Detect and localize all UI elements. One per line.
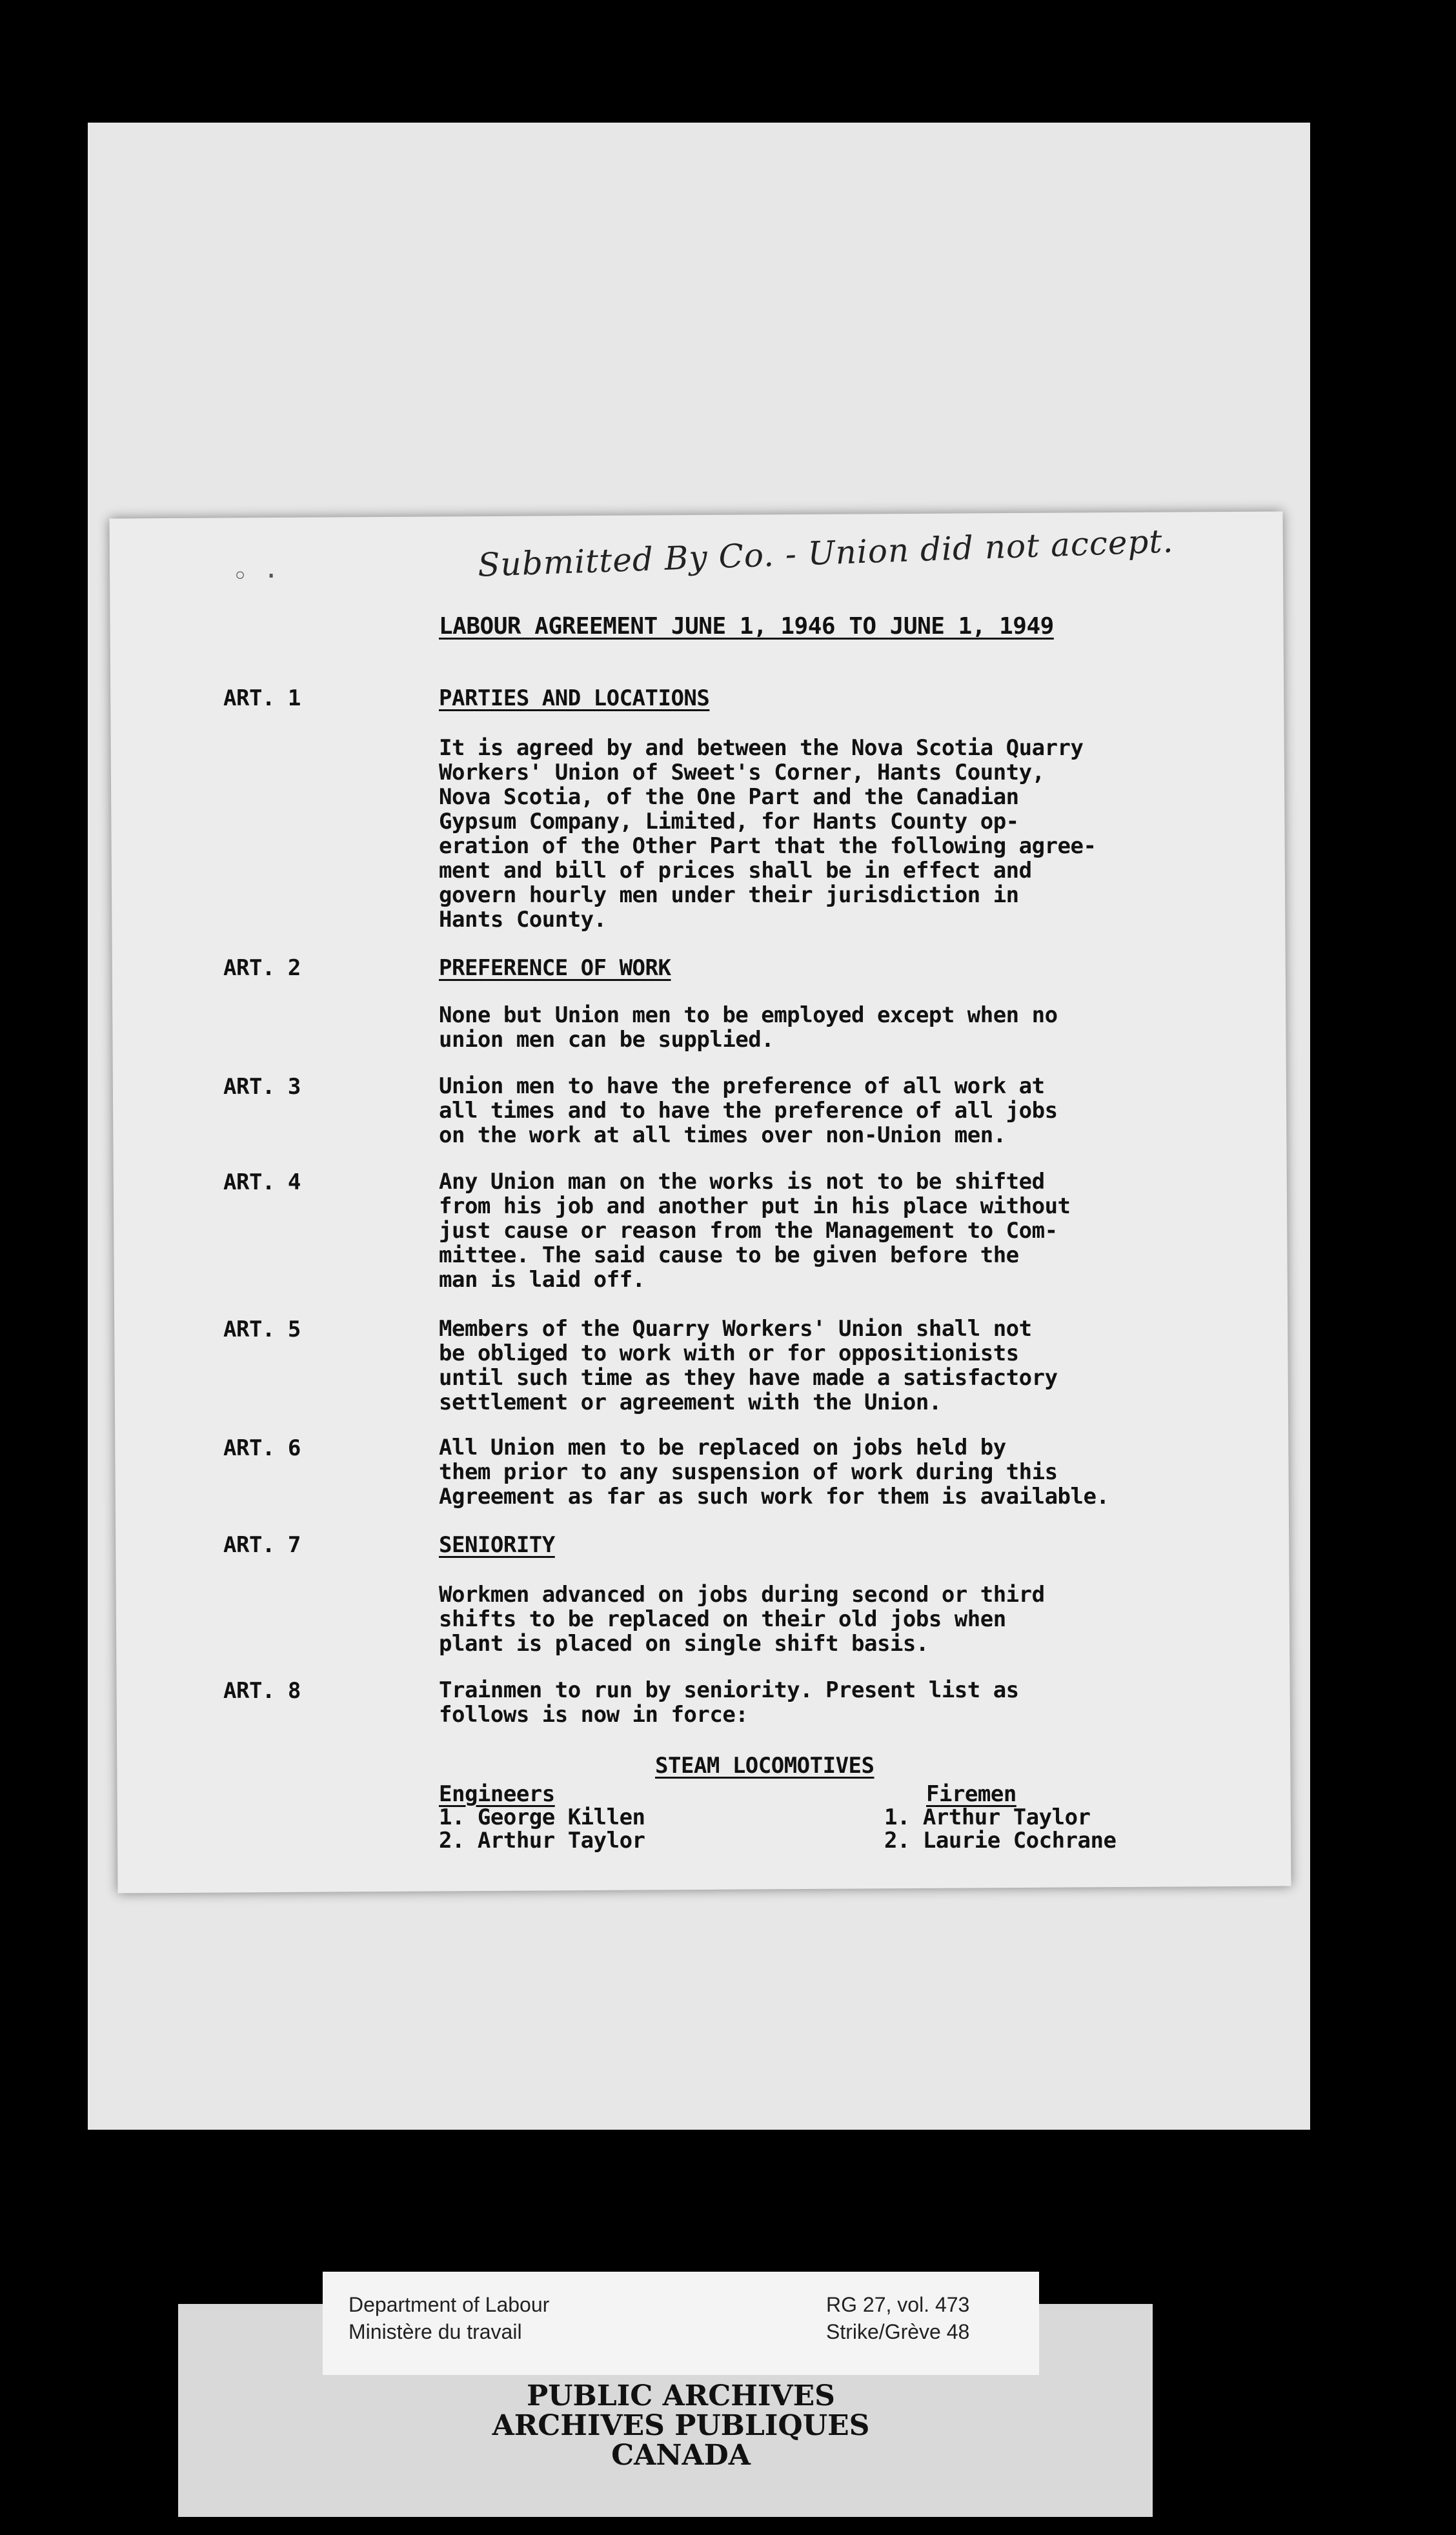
article-label: ART. 7 xyxy=(223,1532,301,1558)
list-item: 1. George Killen xyxy=(439,1804,645,1830)
article-heading: SENIORITY xyxy=(439,1532,555,1558)
archives-line-1: PUBLIC ARCHIVES xyxy=(527,2379,835,2412)
firemen-column xyxy=(884,1783,1116,1852)
department-en: Department of Labour xyxy=(349,2293,550,2316)
firemen-heading: Firemen xyxy=(926,1781,1016,1807)
engineers-column xyxy=(439,1783,645,1852)
department-block xyxy=(349,2291,549,2345)
article-text: Union men to have the preference of all work at all times and to have the preference of all jobs on the work at all times over non-Union men. xyxy=(439,1073,1058,1148)
record-group-ref: RG 27, vol. 473 xyxy=(826,2293,970,2316)
article-label: ART. 5 xyxy=(223,1317,301,1342)
article-text: None but Union men to be employed except when no union men can be supplied. xyxy=(439,1002,1058,1053)
article-label: ART. 2 xyxy=(223,955,301,981)
locomotives-title: STEAM LOCOMOTIVES xyxy=(655,1753,875,1779)
list-item: 2. Arthur Taylor xyxy=(439,1828,645,1853)
archives-line-3: CANADA xyxy=(611,2439,751,2472)
article-text: It is agreed by and between the Nova Scotia Quarry Workers' Union of Sweet's Corner, Hants County, Nova Scotia, of the One Part and the Canadian Gypsum Company, Limited, for Hants County op- eration of the Other Part that the following agree- ment and bill of prices shall be in effect and govern hourly men under their jurisdiction in Hants County. xyxy=(439,735,1097,933)
list-item: 1. Arthur Taylor xyxy=(884,1804,1091,1830)
reference-block xyxy=(826,2291,969,2345)
corner-mark: ◦ · xyxy=(232,561,279,591)
strike-ref: Strike/Grève 48 xyxy=(826,2320,970,2343)
article-label: ART. 8 xyxy=(223,1678,301,1704)
archives-line-2: ARCHIVES PUBLIQUES xyxy=(492,2409,870,2442)
article-text: All Union men to be replaced on jobs held by them prior to any suspension of work during this Agreement as far as such work for them is available. xyxy=(439,1435,1109,1510)
article-text: Workmen advanced on jobs during second or third shifts to be replaced on their old jobs when plant is placed on single shift basis. xyxy=(439,1582,1045,1657)
article-label: ART. 4 xyxy=(223,1169,301,1195)
article-label: ART. 6 xyxy=(223,1435,301,1461)
article-text: Trainmen to run by seniority. Present list as follows is now in force: xyxy=(439,1677,1019,1728)
agreement-title: LABOUR AGREEMENT JUNE 1, 1946 TO JUNE 1, 1949 xyxy=(439,613,1054,640)
archive-label-card xyxy=(323,2272,1039,2375)
article-text: Members of the Quarry Workers' Union shall not be obliged to work with or for oppositionists until such time as they have made a satisfactory settlement or agreement with the Union. xyxy=(439,1316,1058,1415)
department-fr: Ministère du travail xyxy=(349,2320,522,2343)
handwritten-note: Submitted By Co. - Union did not accept. xyxy=(477,522,1175,584)
engineers-heading: Engineers xyxy=(439,1781,555,1807)
list-item: 2. Laurie Cochrane xyxy=(884,1828,1117,1853)
article-heading: PREFERENCE OF WORK xyxy=(439,955,671,981)
article-label: ART. 3 xyxy=(223,1074,301,1100)
article-text: Any Union man on the works is not to be shifted from his job and another put in his place without just cause or reason from the Management to Com- mittee. The said cause to be given before the man is laid off. xyxy=(439,1169,1071,1293)
public-archives-stamp xyxy=(323,2381,1039,2470)
article-heading: PARTIES AND LOCATIONS xyxy=(439,685,710,711)
article-label: ART. 1 xyxy=(223,685,301,711)
